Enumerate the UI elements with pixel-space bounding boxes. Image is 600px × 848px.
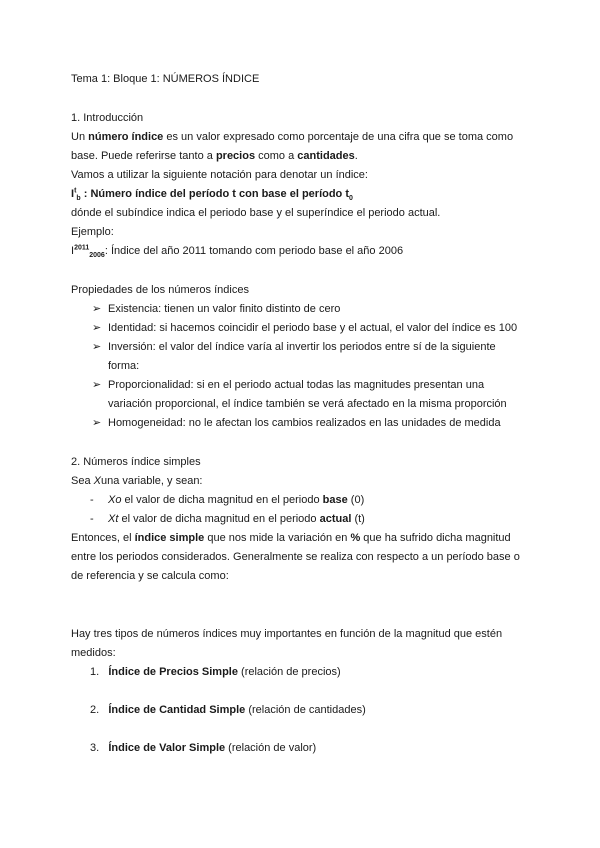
types-paragraph-line-1: Hay tres tipos de números índices muy importantes en función de la magnitud que estén (71, 628, 503, 640)
property-item: ➢ Inversión: el valor del índice varía al invertir los periodos entre sí de la siguiente (92, 341, 496, 353)
property-item-continuation: forma: (108, 360, 140, 372)
property-item: ➢ Identidad: si hacemos coincidir el periodo base y el actual, el valor del índice es 100 (92, 322, 518, 334)
intro-paragraph-line-2: base. Puede referirse tanto a precios como a cantidades. (71, 150, 358, 162)
index-type-item: 2. Índice de Cantidad Simple (relación de cantidades) (90, 704, 366, 716)
types-paragraph-line-2: medidos: (71, 647, 116, 659)
variable-intro: Sea Xuna variable, y sean: (71, 475, 203, 487)
simple-index-paragraph-line-2: entre los periodos considerados. Generalmente se realiza con respecto a un período base o (71, 551, 520, 563)
arrow-bullet-icon: ➢ (92, 303, 102, 315)
notation-explanation: dónde el subíndice indica el periodo base y el superíndice el periodo actual. (71, 207, 441, 219)
index-type-item: 3. Índice de Valor Simple (relación de valor) (90, 742, 317, 754)
simple-index-paragraph-line-3: de referencia y se calcula como: (71, 570, 229, 582)
simple-index-heading: 2. Números índice simples (71, 456, 201, 468)
dash-bullet: - (90, 494, 94, 506)
properties-heading: Propiedades de los números índices (71, 284, 249, 296)
intro-notation-intro: Vamos a utilizar la siguiente notación para denotar un índice: (71, 169, 368, 181)
arrow-bullet-icon: ➢ (92, 341, 102, 353)
intro-paragraph-line-1: Un número índice es un valor expresado como porcentaje de una cifra que se toma como (71, 131, 514, 143)
property-item: ➢ Existencia: tienen un valor finito distinto de cero (92, 303, 341, 315)
arrow-bullet-icon: ➢ (92, 322, 102, 334)
example-label: Ejemplo: (71, 226, 114, 238)
intro-heading: 1. Introducción (71, 112, 144, 124)
example-line: $I^{2011}_{2006}$: Índice del año 2011 tomando com periodo base el año 2006 (71, 244, 404, 260)
notation-definition: $I^t_b$ : Número índice del período t con base el período $t_0$ (71, 187, 353, 203)
dash-bullet: - (90, 513, 94, 525)
variable-xt: Xt el valor de dicha magnitud en el periodo actual (t) (108, 513, 365, 525)
property-item: ➢ Proporcionalidad: si en el periodo actual todas las magnitudes presentan una (92, 379, 485, 391)
arrow-bullet-icon: ➢ (92, 379, 102, 391)
variable-x0: Xo el valor de dicha magnitud en el periodo base (0) (108, 494, 365, 506)
index-type-item: 1. Índice de Precios Simple (relación de precios) (90, 666, 341, 678)
arrow-bullet-icon: ➢ (92, 417, 102, 429)
simple-index-paragraph-line-1: Entonces, el índice simple que nos mide la variación en % que ha sufrido dicha magnitud (71, 532, 511, 544)
property-item: ➢ Homogeneidad: no le afectan los cambios realizados en las unidades de medida (92, 417, 501, 429)
document-title: Tema 1: Bloque 1: NÚMEROS ÍNDICE (71, 73, 260, 85)
property-item-continuation: variación proporcional, el índice también se verá afectado en la misma proporción (108, 398, 507, 410)
